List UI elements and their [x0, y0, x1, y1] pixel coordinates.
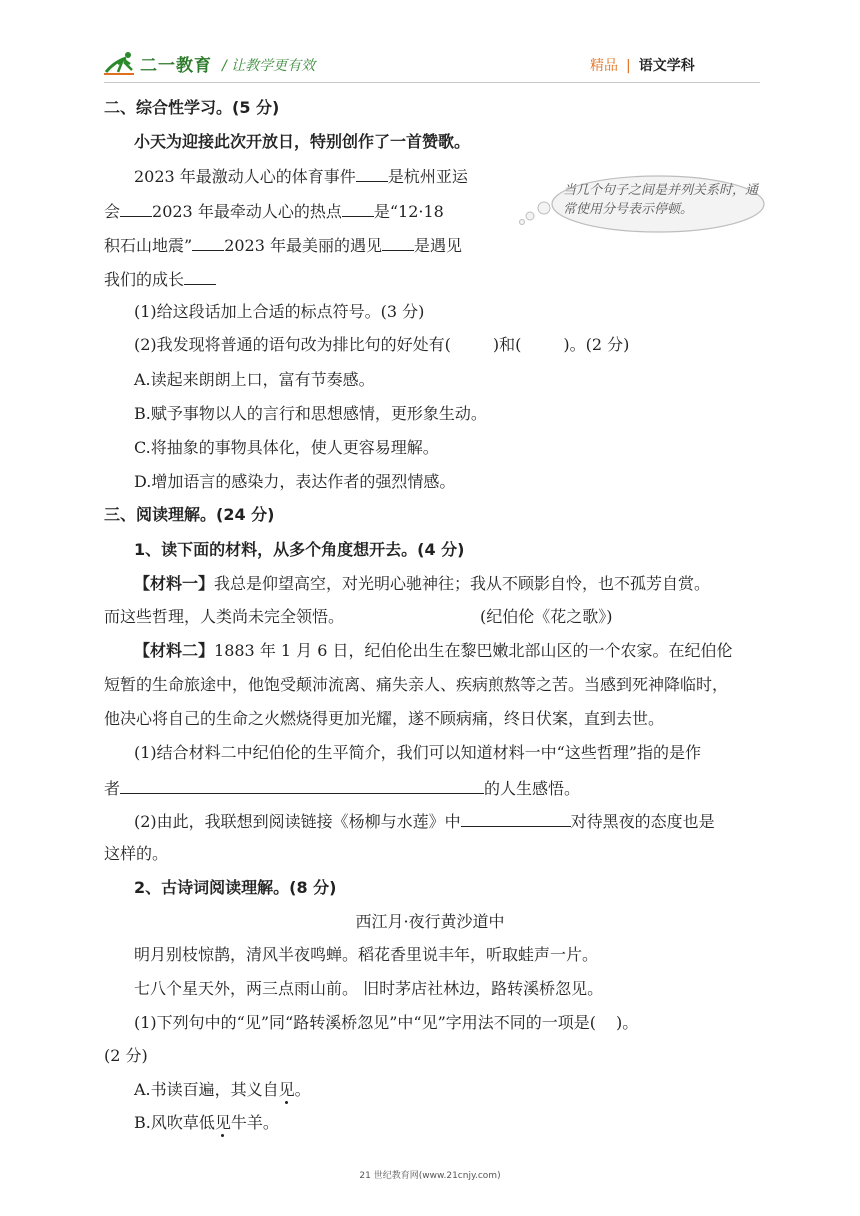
poem-line-1: 明月别枝惊鹊，清风半夜鸣蝉。稻花香里说丰年，听取蛙声一片。: [134, 945, 599, 964]
material-2-line-3: 他决心将自己的生命之火燃烧得更加光耀，遂不顾病痛，终日伏案，直到去世。: [104, 709, 665, 728]
q-text: )。(2 分): [563, 335, 630, 354]
question-2-1: (1)给这段话加上合适的标点符号。(3 分): [134, 302, 425, 321]
material-text: 我总是仰望高空，对光明心驰神往；我从不顾影自怜，也不孤芳自赏。: [214, 574, 711, 593]
question-3-2-line-1: [134, 810, 715, 832]
question-3-1-line-1: (1)结合材料二中纪伯伦的生平简介，我们可以知道材料一中“这些哲理”指的是作: [134, 743, 702, 762]
poem-line-2: 七八个星天外，两三点雨山前。 旧时茅店社林边，路转溪桥忽见。: [134, 979, 604, 998]
q-text: (1)下列句中的“见”同“路转溪桥忽见”中“见”字用法不同的一项是(: [134, 1013, 596, 1032]
material-1-label: 【材料一】: [134, 574, 215, 593]
punct-blank[interactable]: [120, 200, 152, 217]
option-text: 牛羊。: [230, 1113, 279, 1132]
anthem-text: 2023 年最牵动人心的热点: [152, 202, 342, 221]
material-2-line-1: [134, 641, 733, 661]
header-divider: [104, 82, 760, 83]
poem-question-1-score: (2 分): [104, 1046, 148, 1065]
page-footer: 21 世纪教育网(www.21cnjy.com): [359, 1171, 501, 1181]
poem-question-1: [134, 1013, 638, 1033]
anthem-text: 2023 年最激动人心的体育事件: [134, 167, 356, 186]
q-text: (2)由此，我联想到阅读链接《杨柳与水莲》中: [134, 812, 461, 831]
anthem-text: 2023 年最美丽的遇见: [224, 236, 382, 255]
anthem-line-1: [134, 165, 468, 187]
q-text: 者: [104, 779, 121, 798]
material-text: 1883 年 1 月 6 日，纪伯伦出生在黎巴嫩北部山区的一个农家。在纪伯伦: [214, 641, 733, 660]
anthem-line-4: [104, 268, 216, 290]
subsection-1-title: 1、读下面的材料，从多个角度想开去。(4 分): [134, 540, 465, 559]
material-1-line-1: [134, 574, 710, 594]
tip-text: 当几个句子之间是并列关系时，通常使用分号表示停顿。: [563, 183, 759, 217]
site-logo: [104, 50, 212, 76]
option-text: A.书读百遍，其义自: [134, 1080, 279, 1099]
brand-part1: 精品: [590, 58, 618, 74]
anthem-text: 是杭州亚运: [387, 167, 468, 186]
section2-title: 二、综合性学习。(5 分): [104, 98, 280, 117]
brand-sep: |: [626, 58, 631, 74]
question-3-2-line-2: 这样的。: [104, 844, 169, 863]
slogan: / 让教学更有效: [222, 58, 316, 74]
q-text: (2)我发现将普通的语句改为排比句的好处有(: [134, 335, 451, 354]
anthem-text: 是遇见: [414, 236, 463, 255]
material-2-label: 【材料二】: [134, 641, 215, 660]
punct-blank[interactable]: [382, 234, 414, 251]
anthem-text: 会: [104, 202, 121, 221]
q-text: 对待黑夜的态度也是: [570, 812, 715, 831]
answer-blank[interactable]: [120, 777, 484, 794]
answer-blank[interactable]: [461, 810, 571, 827]
section2-intro: 小天为迎接此次开放日，特别创作了一首赞歌。: [134, 132, 471, 151]
subsection-2-title: 2、古诗词阅读理解。(8 分): [134, 878, 337, 897]
anthem-text: 我们的成长: [104, 270, 185, 289]
emphasis-char: 见: [278, 1080, 295, 1099]
question-3-1-line-2: [104, 777, 580, 799]
q-text: 的人生感悟。: [484, 779, 581, 798]
q-text: )。: [616, 1013, 639, 1032]
anthem-text: 积石山地震”: [104, 236, 193, 255]
punct-blank[interactable]: [192, 234, 224, 251]
material-1-line-2: 而这些哲理，人类尚未完全领悟。: [104, 607, 345, 626]
option-d: D.增加语言的感染力，表达作者的强烈情感。: [134, 472, 456, 491]
material-1-source: (纪伯伦《花之歌》): [480, 607, 613, 626]
logo-text: 二一教育: [140, 55, 212, 76]
punct-blank[interactable]: [356, 165, 388, 182]
material-2-line-2: 短暂的生命旅途中，他饱受颠沛流离、痛失亲人、疾病煎熬等之苦。当感到死神降临时，: [104, 675, 729, 694]
punct-blank[interactable]: [184, 268, 216, 285]
anthem-line-2: [104, 200, 444, 222]
emphasis-char: 见: [214, 1113, 231, 1132]
q-text: )和(: [492, 335, 522, 354]
option-a: A.读起来朗朗上口，富有节奏感。: [134, 370, 375, 389]
poem-option-b: [134, 1113, 279, 1133]
section3-title: 三、阅读理解。(24 分): [104, 505, 275, 524]
runner-logo-icon: [104, 50, 138, 76]
poem-title: 西江月·夜行黄沙道中: [355, 912, 505, 931]
option-c: C.将抽象的事物具体化，使人更容易理解。: [134, 438, 439, 457]
option-text: B.风吹草低: [134, 1113, 215, 1132]
anthem-line-3: [104, 234, 462, 256]
option-text: 。: [294, 1080, 311, 1099]
punct-blank[interactable]: [342, 200, 374, 217]
question-2-2: [134, 335, 629, 355]
option-b: B.赋予事物以人的言行和思想感情，更形象生动。: [134, 404, 487, 423]
poem-option-a: [134, 1080, 311, 1100]
brand-part2: 语文学科: [638, 58, 695, 74]
brand-label: [590, 55, 695, 75]
anthem-text: 是“12·18: [373, 202, 444, 221]
